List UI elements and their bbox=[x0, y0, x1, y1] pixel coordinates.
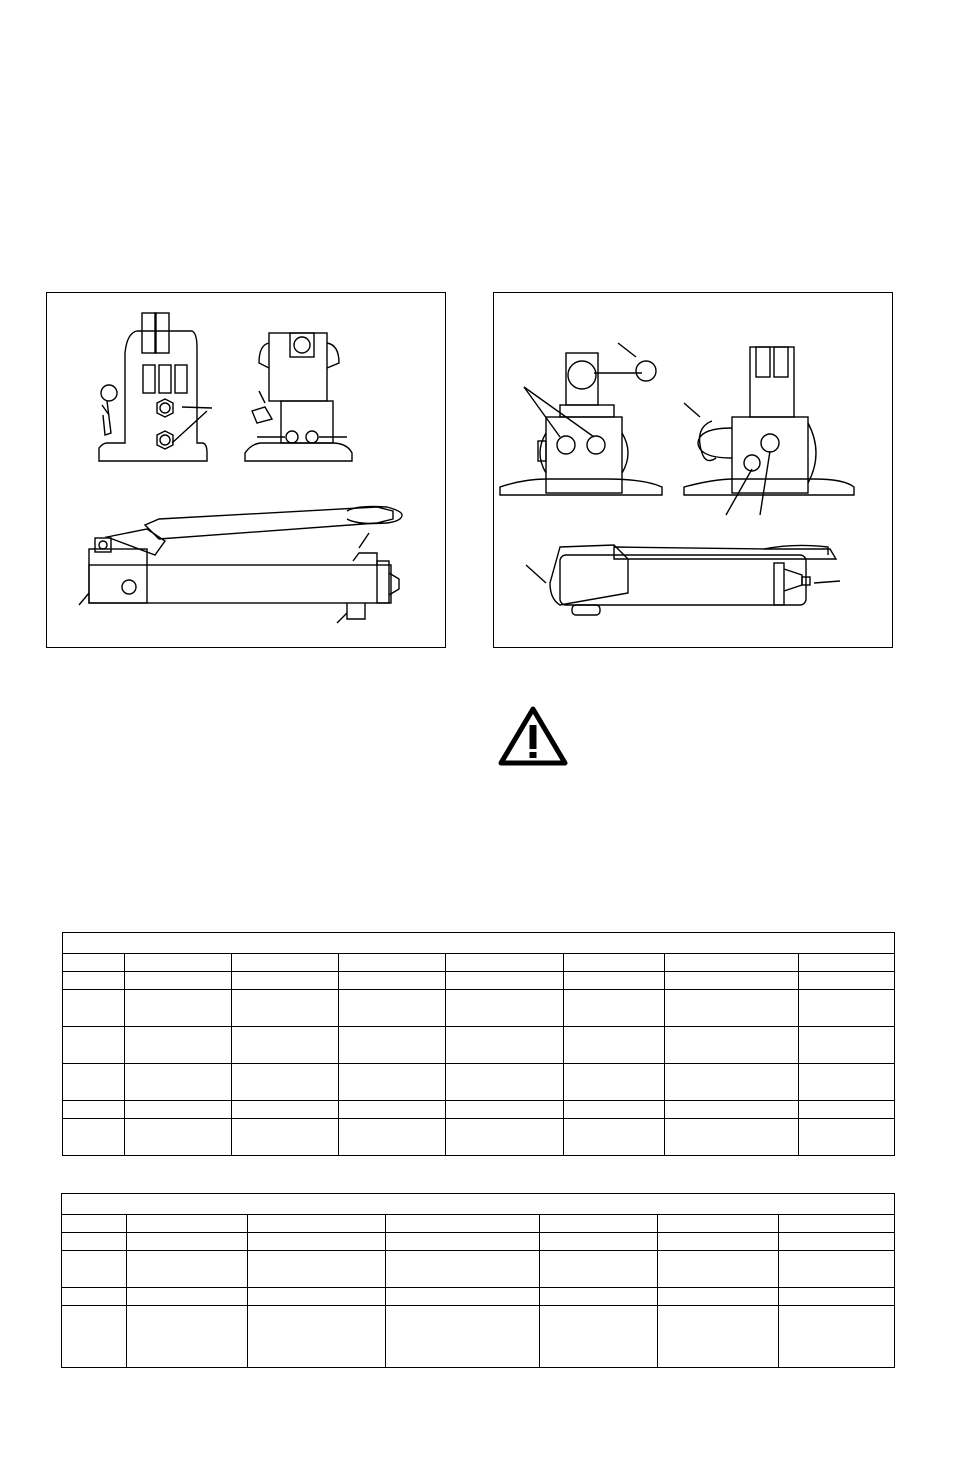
table-cell bbox=[799, 1119, 895, 1156]
table-cell bbox=[248, 1288, 386, 1306]
table-cell bbox=[386, 1288, 540, 1306]
table-cell bbox=[799, 954, 895, 972]
table-cell bbox=[248, 1306, 386, 1368]
table-cell bbox=[564, 1119, 665, 1156]
left-figure-panel bbox=[46, 292, 446, 648]
right-figure-panel bbox=[493, 292, 893, 648]
table-cell bbox=[125, 1027, 232, 1064]
table-cell bbox=[63, 1119, 125, 1156]
table-cell bbox=[386, 1251, 540, 1288]
table-cell bbox=[62, 1215, 127, 1233]
table-cell bbox=[446, 972, 564, 990]
table-cell bbox=[386, 1233, 540, 1251]
table-cell bbox=[232, 990, 339, 1027]
table-cell bbox=[658, 1233, 779, 1251]
right-pump-diagram bbox=[494, 293, 894, 649]
table-cell bbox=[658, 1251, 779, 1288]
table-cell bbox=[540, 1233, 658, 1251]
table-cell bbox=[564, 1101, 665, 1119]
specification-table-2 bbox=[61, 1193, 895, 1368]
table-cell bbox=[339, 1119, 446, 1156]
table-cell bbox=[232, 1119, 339, 1156]
table-cell bbox=[799, 1101, 895, 1119]
table-row bbox=[63, 1064, 895, 1101]
table-cell bbox=[564, 1027, 665, 1064]
table-cell bbox=[799, 1064, 895, 1101]
table-cell bbox=[248, 1233, 386, 1251]
table-cell bbox=[665, 1101, 799, 1119]
table-cell bbox=[540, 1215, 658, 1233]
table-cell bbox=[125, 1101, 232, 1119]
table-cell bbox=[446, 1027, 564, 1064]
table-cell bbox=[125, 1064, 232, 1101]
table-cell bbox=[232, 972, 339, 990]
table-cell bbox=[658, 1288, 779, 1306]
side-view bbox=[684, 347, 854, 515]
table-cell bbox=[665, 972, 799, 990]
pump-side-profile bbox=[526, 545, 840, 615]
table-cell bbox=[779, 1288, 895, 1306]
left-pump-diagram bbox=[47, 293, 447, 649]
table-cell bbox=[446, 1101, 564, 1119]
table-cell bbox=[62, 1233, 127, 1251]
table-title bbox=[63, 933, 895, 954]
table-cell bbox=[665, 1119, 799, 1156]
table-title bbox=[62, 1194, 895, 1215]
table-cell bbox=[779, 1306, 895, 1368]
table-cell bbox=[125, 990, 232, 1027]
table-cell bbox=[232, 954, 339, 972]
table-row bbox=[62, 1233, 895, 1251]
specification-table-1 bbox=[62, 932, 895, 1156]
table-cell bbox=[232, 1064, 339, 1101]
table-cell bbox=[248, 1251, 386, 1288]
table-cell bbox=[779, 1215, 895, 1233]
table-cell bbox=[446, 1064, 564, 1101]
table-cell bbox=[564, 972, 665, 990]
table-cell bbox=[248, 1215, 386, 1233]
table-cell bbox=[63, 954, 125, 972]
table-cell bbox=[63, 990, 125, 1027]
pump-side-profile bbox=[79, 507, 402, 624]
front-view bbox=[99, 313, 212, 461]
table-cell bbox=[125, 954, 232, 972]
table-row bbox=[62, 1288, 895, 1306]
table-row bbox=[62, 1251, 895, 1288]
table-cell bbox=[232, 1101, 339, 1119]
table-title-row bbox=[63, 933, 895, 954]
table-cell bbox=[446, 1119, 564, 1156]
table-cell bbox=[339, 990, 446, 1027]
table-cell bbox=[125, 1119, 232, 1156]
table-row bbox=[63, 1027, 895, 1064]
table-cell bbox=[665, 990, 799, 1027]
table-cell bbox=[339, 954, 446, 972]
table-cell bbox=[127, 1306, 248, 1368]
table-cell bbox=[232, 1027, 339, 1064]
table-header-row bbox=[63, 954, 895, 972]
table-cell bbox=[799, 972, 895, 990]
table-cell bbox=[63, 1064, 125, 1101]
table-cell bbox=[339, 1101, 446, 1119]
table-cell bbox=[799, 990, 895, 1027]
table-cell bbox=[564, 1064, 665, 1101]
table-cell bbox=[63, 1101, 125, 1119]
table-row bbox=[63, 990, 895, 1027]
warning-triangle-icon bbox=[497, 705, 569, 767]
table-header-row bbox=[62, 1215, 895, 1233]
table-cell bbox=[127, 1288, 248, 1306]
table-cell bbox=[665, 954, 799, 972]
table-cell bbox=[446, 954, 564, 972]
table-cell bbox=[540, 1306, 658, 1368]
front-view bbox=[500, 343, 662, 495]
side-view bbox=[245, 333, 352, 461]
table-cell bbox=[63, 972, 125, 990]
table-cell bbox=[564, 990, 665, 1027]
table-cell bbox=[564, 954, 665, 972]
table-cell bbox=[665, 1027, 799, 1064]
table-cell bbox=[339, 1027, 446, 1064]
table-cell bbox=[339, 1064, 446, 1101]
table-cell bbox=[779, 1233, 895, 1251]
table-title-row bbox=[62, 1194, 895, 1215]
table-cell bbox=[779, 1251, 895, 1288]
table-cell bbox=[62, 1251, 127, 1288]
table-cell bbox=[62, 1306, 127, 1368]
table-cell bbox=[658, 1306, 779, 1368]
table-row bbox=[63, 1119, 895, 1156]
table-cell bbox=[125, 972, 232, 990]
table-row bbox=[63, 972, 895, 990]
table-cell bbox=[127, 1233, 248, 1251]
table-cell bbox=[339, 972, 446, 990]
table-row bbox=[62, 1306, 895, 1368]
table-cell bbox=[540, 1251, 658, 1288]
table-cell bbox=[658, 1215, 779, 1233]
table-cell bbox=[446, 990, 564, 1027]
table-row bbox=[63, 1101, 895, 1119]
table-cell bbox=[386, 1306, 540, 1368]
table-cell bbox=[540, 1288, 658, 1306]
table-cell bbox=[386, 1215, 540, 1233]
table-cell bbox=[127, 1251, 248, 1288]
table-cell bbox=[127, 1215, 248, 1233]
table-cell bbox=[799, 1027, 895, 1064]
table-cell bbox=[665, 1064, 799, 1101]
table-cell bbox=[63, 1027, 125, 1064]
table-cell bbox=[62, 1288, 127, 1306]
